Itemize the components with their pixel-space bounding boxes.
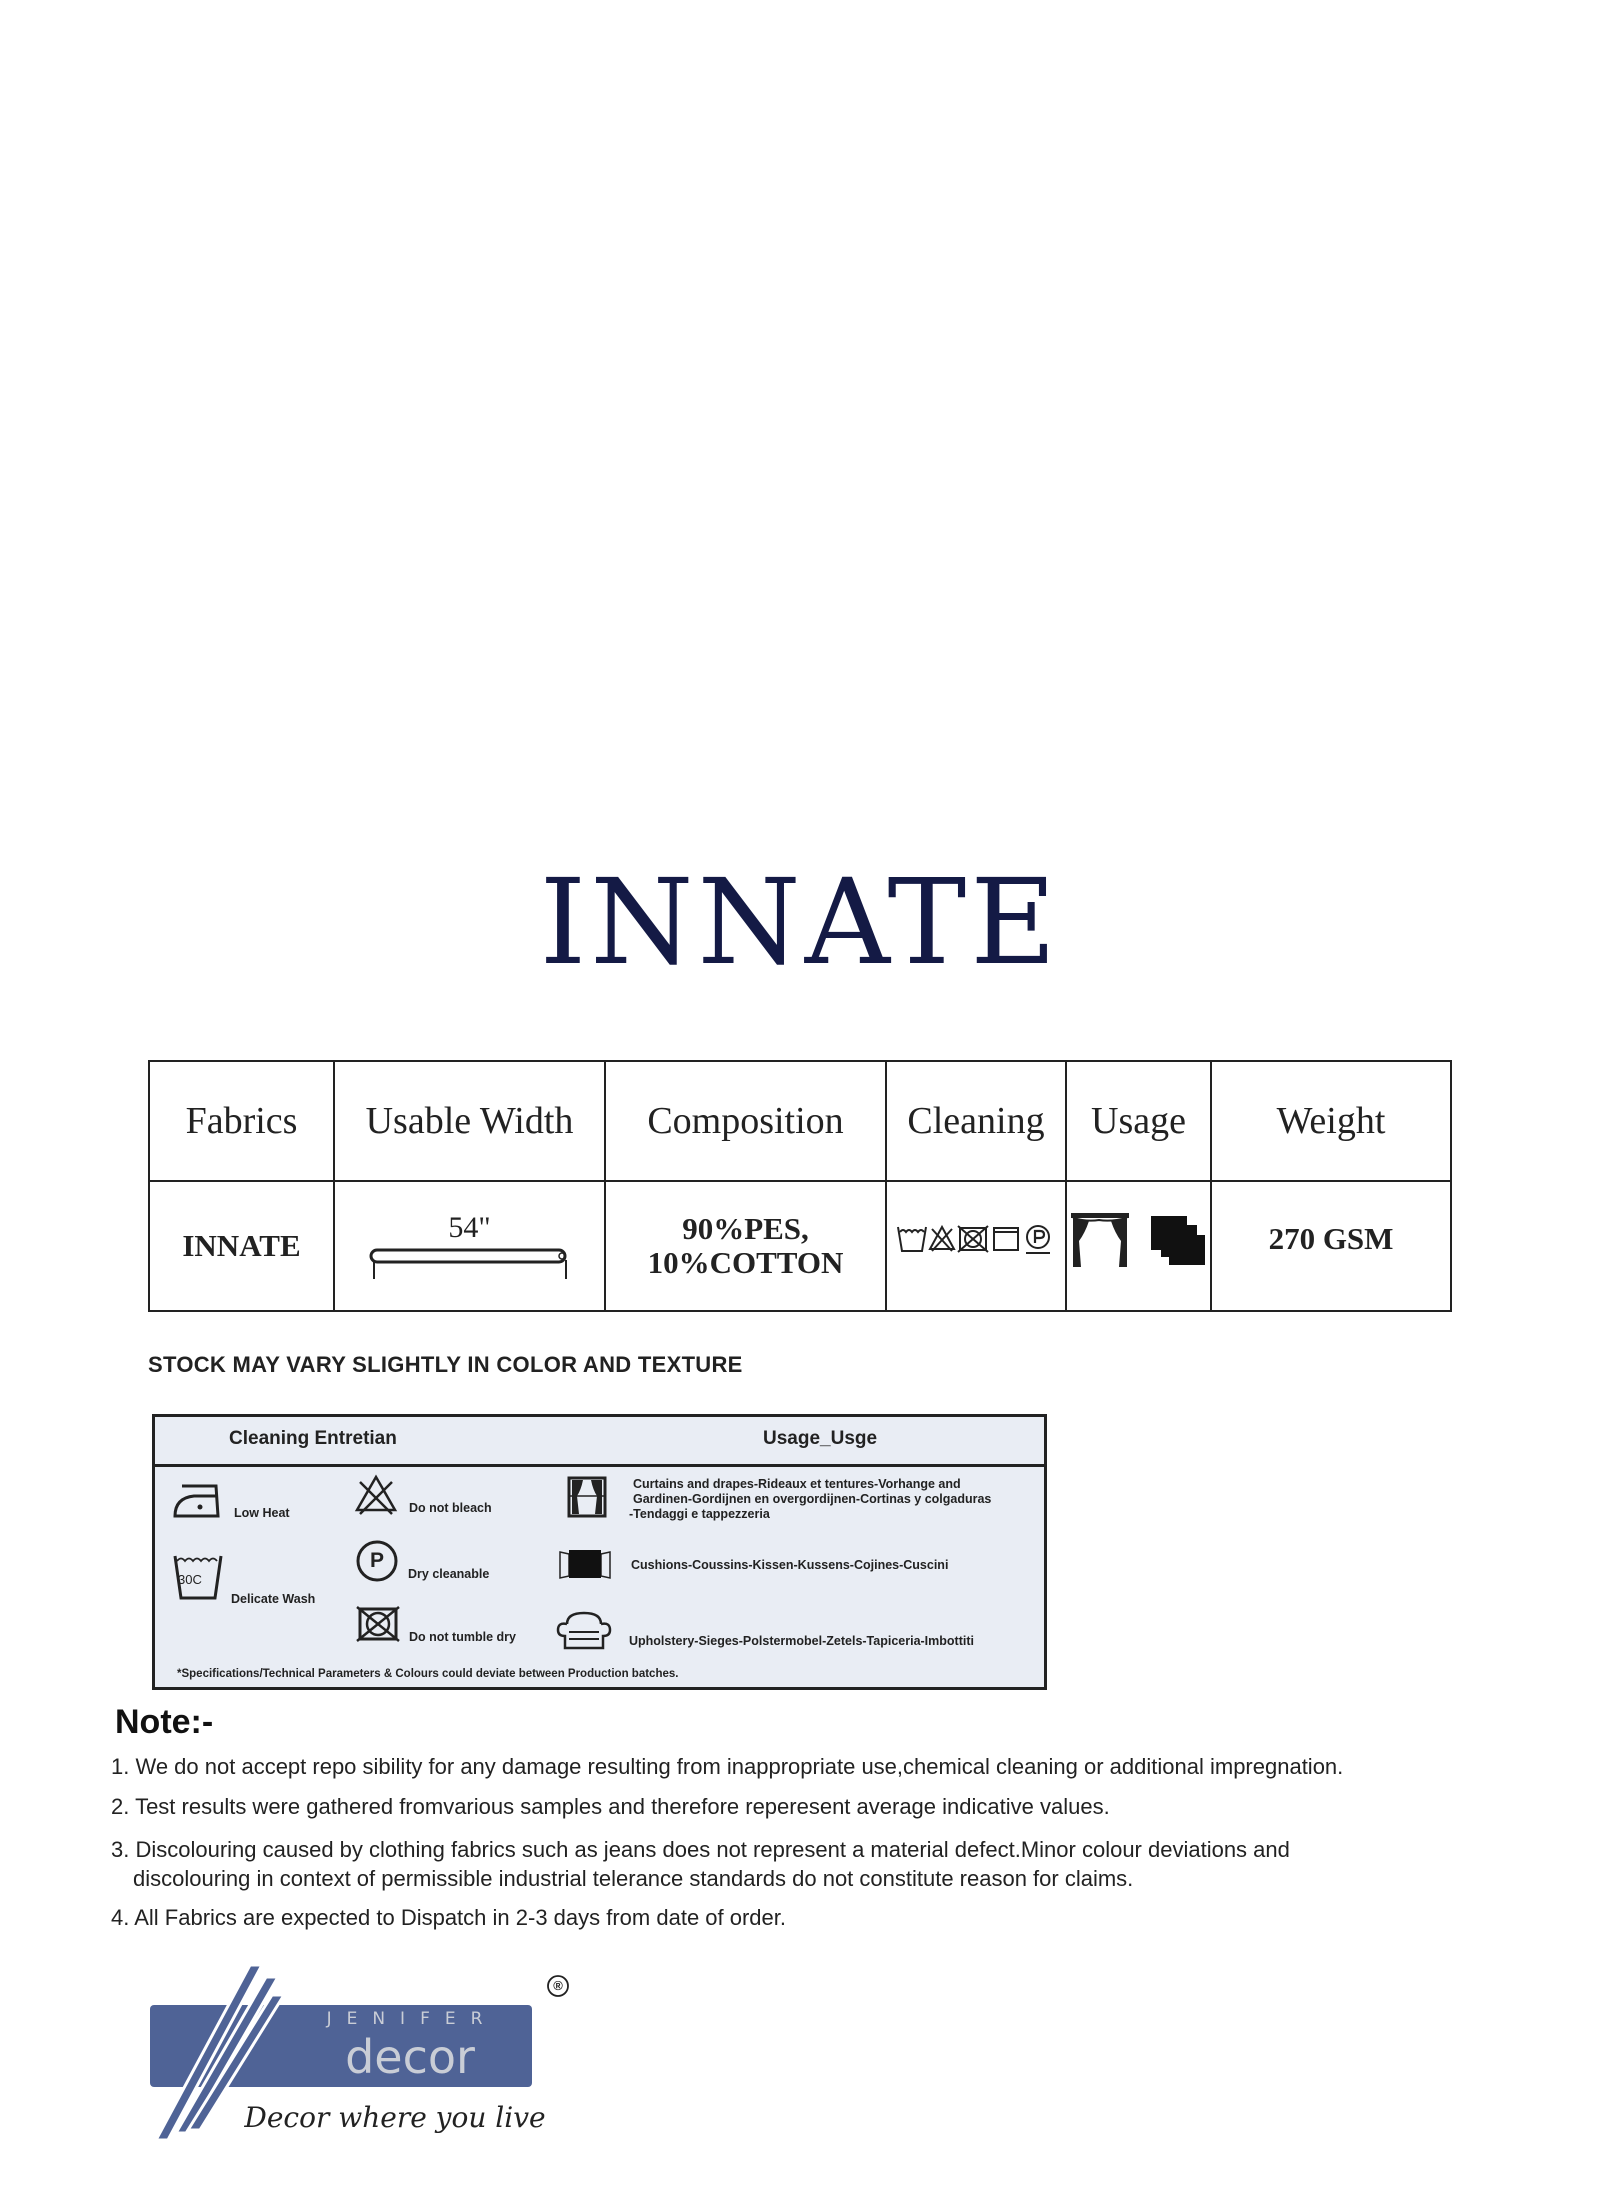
usage-curtains-line-1: Curtains and drapes-Rideaux et tentures-Vorhange and	[633, 1477, 961, 1491]
cleaning-icons-cell	[886, 1181, 1066, 1311]
jenifer-decor-logo	[140, 1955, 580, 2155]
care-footnote: *Specifications/Technical Parameters & Colours could deviate between Production batches.	[177, 1668, 679, 1680]
armchair-icon	[555, 1610, 613, 1650]
header-cleaning: Cleaning	[886, 1061, 1066, 1181]
usable-width-cell	[334, 1181, 605, 1311]
composition-line-1: 90%PES,	[682, 1211, 809, 1246]
spec-header-row	[149, 1061, 1451, 1181]
do-not-bleach-icon	[930, 1227, 954, 1251]
wash-temp-text: 30C	[178, 1572, 202, 1587]
note-item-2: 2. Test results were gathered fromvarious samples and therefore reperesent average indicative values.	[111, 1794, 1110, 1819]
spec-table	[148, 1060, 1452, 1312]
usage-icons	[1069, 1211, 1209, 1269]
curtain-icon	[1071, 1213, 1129, 1267]
usage-cushions-label: Cushions-Coussins-Kissen-Kussens-Cojines-Cuscini	[631, 1558, 949, 1572]
do-not-tumble-dry-label: Do not tumble dry	[409, 1630, 516, 1644]
header-composition: Composition	[605, 1061, 886, 1181]
iron-low-heat-icon	[172, 1482, 224, 1520]
curtain-rod-icon	[368, 1248, 572, 1280]
logo-tagline: Decor where you live	[244, 2101, 546, 2134]
do-not-bleach-label: Do not bleach	[409, 1501, 492, 1515]
note-item-3: 3. Discolouring caused by clothing fabrics such as jeans does not represent a material defect.Minor colour deviations and	[111, 1837, 1290, 1862]
note-item-3-continued: discolouring in context of permissible industrial telerance standards do not constitute reason for claims.	[133, 1866, 1134, 1891]
low-heat-label: Low Heat	[234, 1506, 290, 1520]
usage-curtains-label	[629, 1477, 992, 1522]
usage-icons-cell	[1066, 1181, 1211, 1311]
usage-upholstery-label: Upholstery-Sieges-Polstermobel-Zetels-Tapiceria-Imbottiti	[629, 1634, 974, 1648]
usable-width-value: 54"	[448, 1211, 491, 1244]
dry-cleanable-label: Dry cleanable	[408, 1567, 490, 1581]
logo-brand-main: decor	[345, 2030, 475, 2084]
usage-curtains-line-2: Gardinen-Gordijnen en overgordijnen-Cortinas y colgaduras	[633, 1492, 992, 1506]
logo-brand-top: JENIFER	[326, 2009, 498, 2029]
cushion-icon	[557, 1548, 613, 1580]
header-usable-width: Usable Width	[334, 1061, 605, 1181]
care-box-header	[155, 1417, 1044, 1467]
spec-data-row	[149, 1181, 1451, 1311]
note-item-4: 4. All Fabrics are expected to Dispatch in 2-3 days from date of order.	[111, 1905, 787, 1930]
weight-value: 270 GSM	[1211, 1181, 1451, 1311]
do-not-bleach-icon	[354, 1474, 398, 1516]
cushions-icon	[1151, 1216, 1205, 1265]
wash-30-icon	[898, 1227, 926, 1251]
composition-line-2: 10%COTTON	[647, 1245, 844, 1280]
composition-cell	[605, 1181, 886, 1311]
dry-clean-letter: P	[370, 1549, 385, 1572]
delicate-wash-label: Delicate Wash	[231, 1592, 316, 1606]
header-usage: Usage	[1066, 1061, 1211, 1181]
note-item-1: 1. We do not accept repo sibility for any damage resulting from inappropriate use,chemical cleaning or additional impregnation.	[111, 1754, 1344, 1779]
product-title: INNATE	[539, 853, 1061, 991]
do-not-tumble-dry-icon	[958, 1226, 988, 1252]
cleaning-heading: Cleaning Entretian	[229, 1428, 397, 1449]
curtain-icon	[567, 1476, 607, 1518]
header-weight: Weight	[1211, 1061, 1451, 1181]
cleaning-icons	[896, 1223, 1056, 1255]
fabric-name: INNATE	[149, 1181, 334, 1311]
notes-heading: Note:-	[115, 1703, 214, 1741]
registered-mark: ®	[553, 1978, 563, 1993]
do-not-tumble-dry-icon	[355, 1605, 401, 1643]
usage-curtains-line-3: -Tendaggi e tappezzeria	[629, 1507, 770, 1521]
header-fabrics: Fabrics	[149, 1061, 334, 1181]
usage-heading: Usage_Usge	[763, 1428, 878, 1449]
stock-notice: STOCK MAY VARY SLIGHTLY IN COLOR AND TEXTURE	[148, 1352, 743, 1377]
dry-clean-p-icon	[1026, 1226, 1050, 1253]
line-dry-icon	[994, 1228, 1018, 1250]
care-usage-box	[152, 1414, 1047, 1690]
